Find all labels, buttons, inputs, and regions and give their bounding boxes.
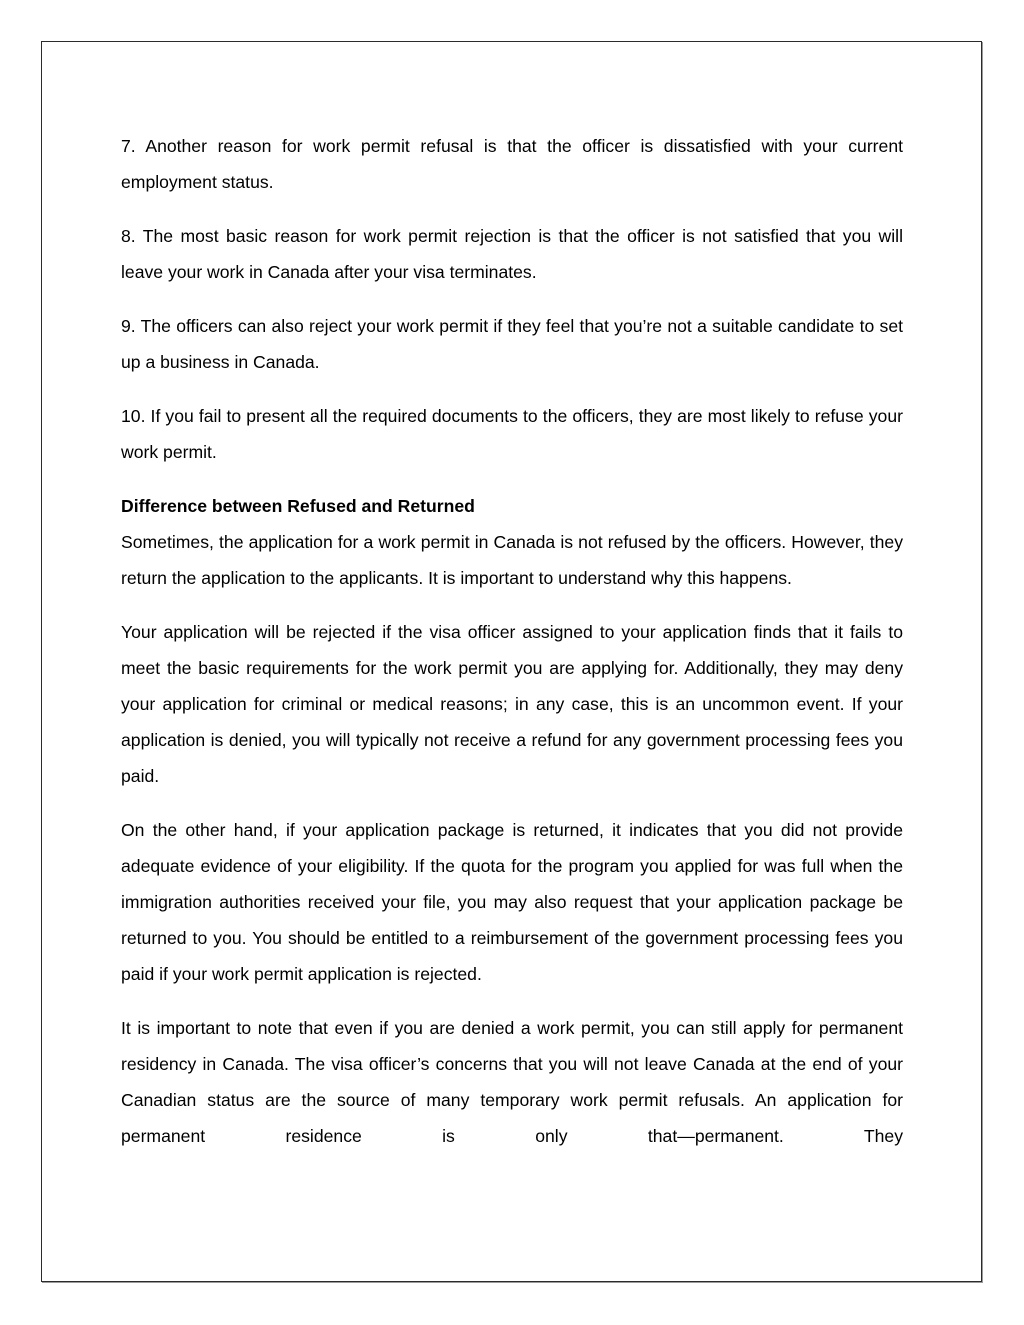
section-heading: Difference between Refused and Returned	[121, 496, 475, 516]
paragraph-item-8: 8. The most basic reason for work permit rejection is that the officer is not satisfied that you will leave your work in Canada after your visa terminates.	[121, 226, 903, 282]
paragraph-rejected: Your application will be rejected if the visa officer assigned to your application finds that it fails to meet the basic requirements for the work permit you are applying for. Additionally, they may deny your application for criminal or medical reasons; in any case, this is an uncommon event. If your application is denied, you will typically not receive a refund for any government processing fees you paid.	[121, 622, 903, 786]
paragraph-permanent-residency: It is important to note that even if you are denied a work permit, you can still apply for permanent residency in Canada. The visa officer’s concerns that you will not leave Canada at the end of your Canadian status are the source of many temporary work permit refusals. An application for permanent residence is only that—permanent. They	[121, 1018, 903, 1146]
paragraph-returned: On the other hand, if your application package is returned, it indicates that you did not provide adequate evidence of your eligibility. If the quota for the program you applied for was full when the immigration authorities received your file, you may also request that your application package be returned to you. You should be entitled to a reimbursement of the government processing fees you paid if your work permit application is rejected.	[121, 820, 903, 984]
document-body	[121, 128, 903, 1154]
paragraph-item-10: 10. If you fail to present all the required documents to the officers, they are most likely to refuse your work permit.	[121, 406, 903, 462]
paragraph-intro: Sometimes, the application for a work permit in Canada is not refused by the officers. However, they return the application to the applicants. It is important to understand why this happens.	[121, 532, 903, 588]
paragraph-item-9: 9. The officers can also reject your work permit if they feel that you’re not a suitable candidate to set up a business in Canada.	[121, 316, 903, 372]
paragraph-item-7: 7. Another reason for work permit refusal is that the officer is dissatisfied with your current employment status.	[121, 136, 903, 192]
